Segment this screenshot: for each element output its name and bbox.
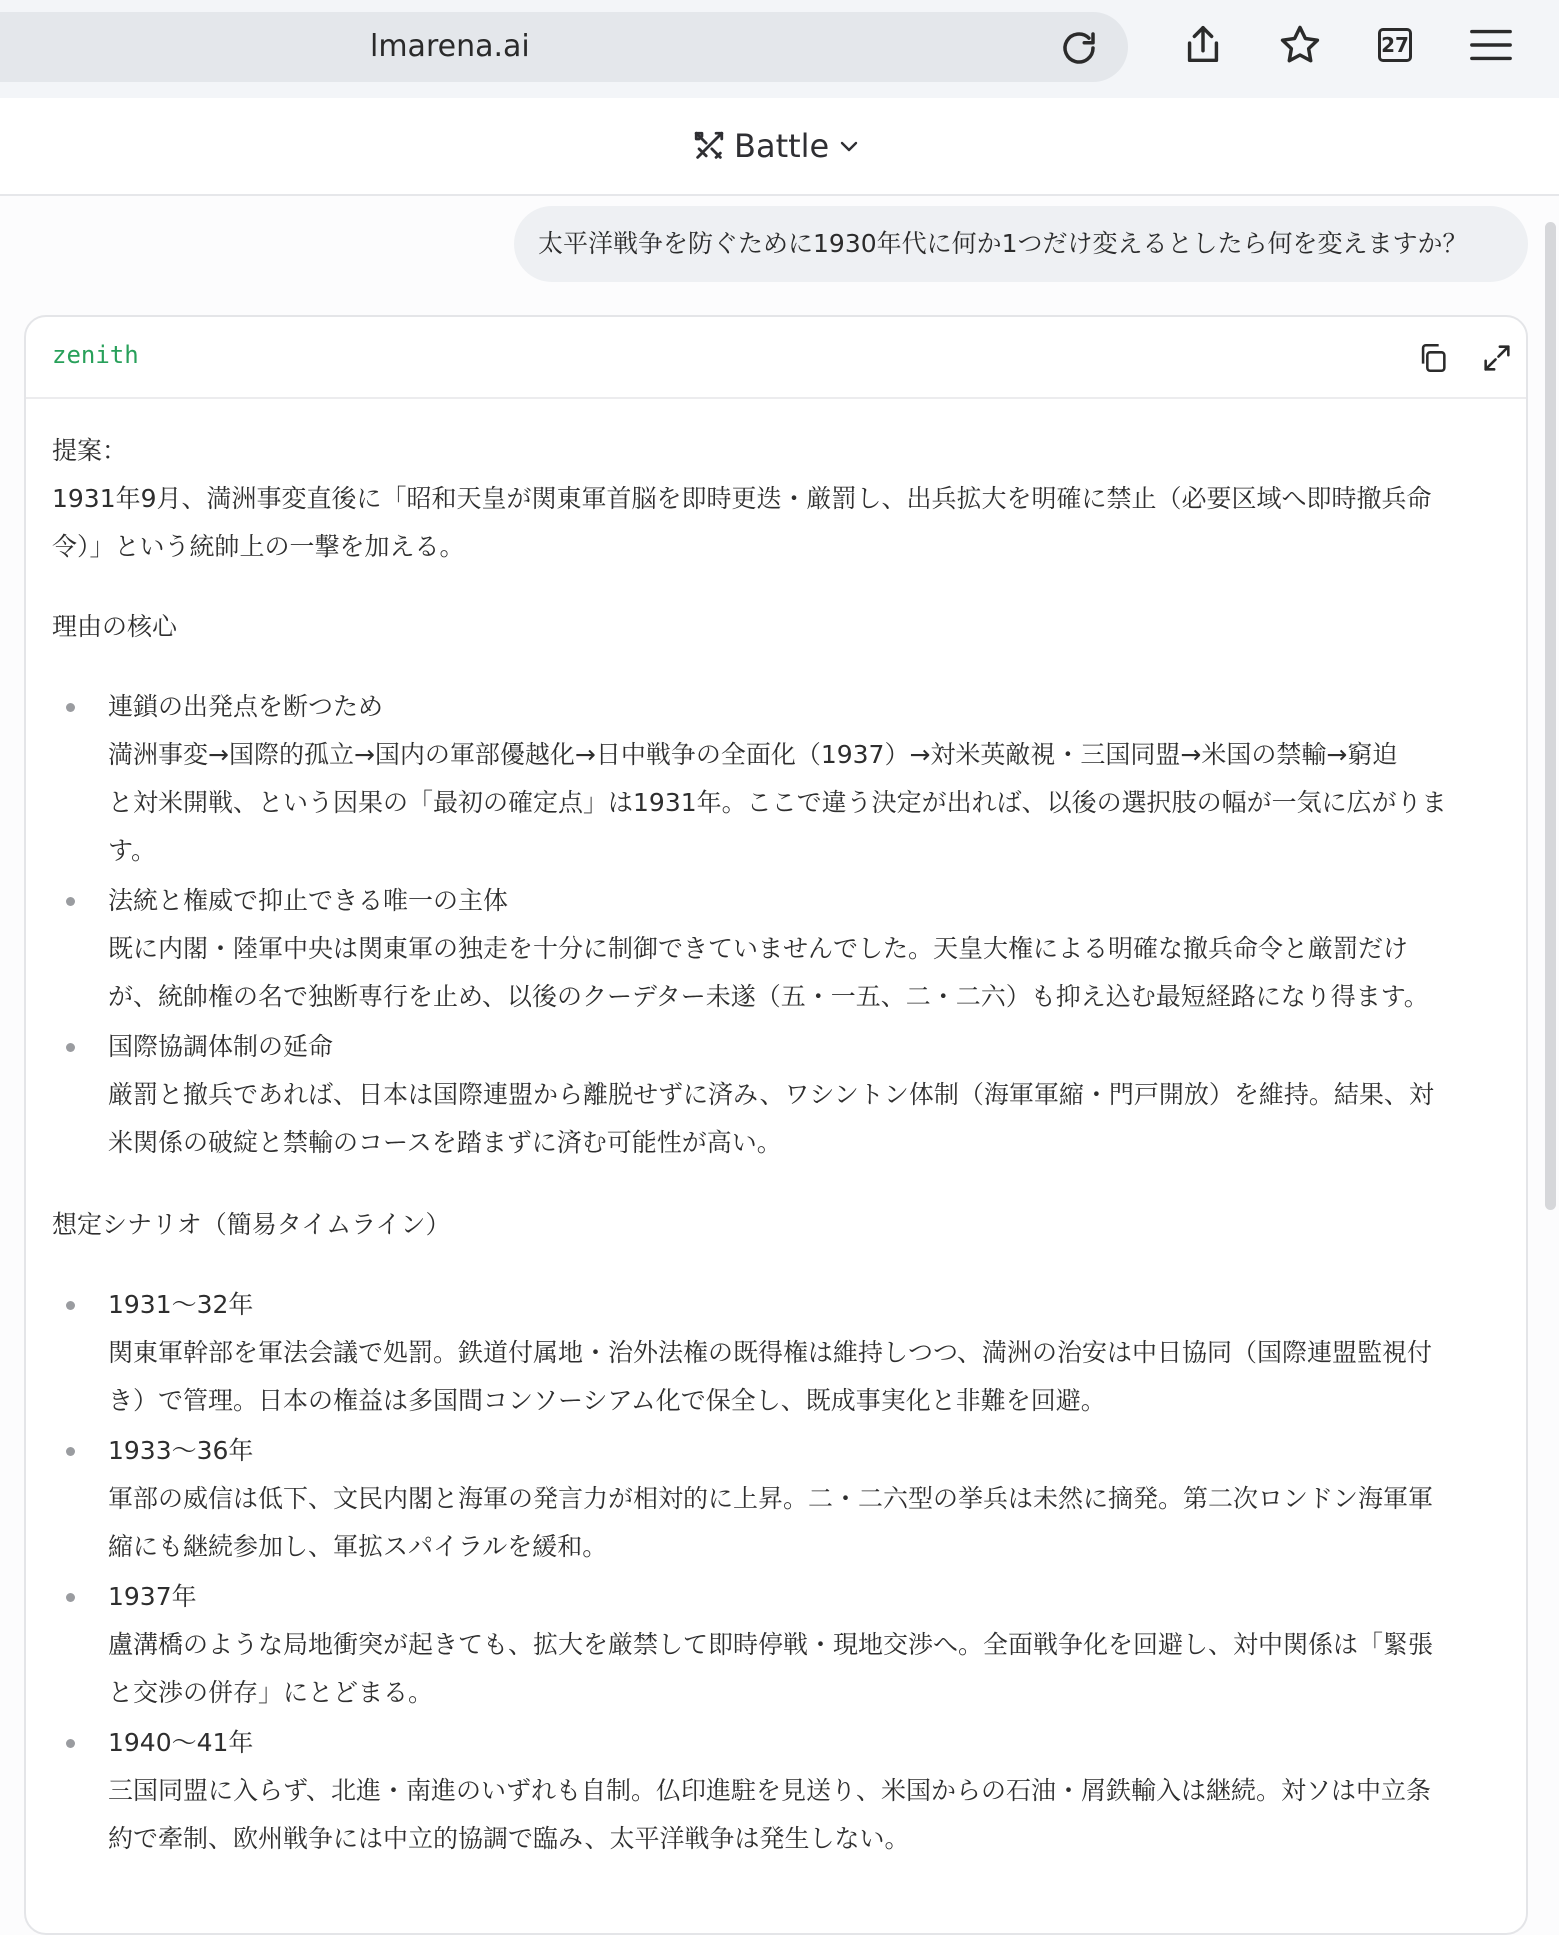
reasons-list [52,683,1512,1167]
mode-selector[interactable] [692,124,861,168]
menu-icon[interactable] [1468,22,1514,68]
reasons-heading: 理由の核心 [52,612,178,641]
bullet-icon [66,1301,75,1310]
list-item-title: 1937年 [108,1582,197,1611]
proposal-line: 令）」という統帥上の一撃を加える。 [52,532,465,561]
bullet-icon [66,703,75,712]
list-item-line: 満洲事変→国際的孤立→国内の軍部優越化→日中戦争の全面化（1937）→対米英敵視・三国同盟→米国の禁輸→窮迫 [108,740,1398,769]
list-item [52,683,1512,875]
address-bar[interactable] [0,12,1128,82]
proposal-line: 1931年9月、満洲事変直後に「昭和天皇が関東軍首脳を即時更迭・厳罰し、出兵拡大を明確に禁止（必要区域へ即時撤兵命 [52,484,1432,513]
bullet-icon [66,1043,75,1052]
list-item-line: 既に内閣・陸軍中央は関東軍の独走を十分に制御できていませんでした。天皇大権による明確な撤兵命令と厳罰だけ [108,934,1409,963]
list-item-line: 三国同盟に入らず、北進・南進のいずれも自制。仏印進駐を見送り、米国からの石油・屑鉄輸入は継続。対ソは中立条 [108,1776,1432,1805]
list-item-line: 軍部の威信は低下、文民内閣と海軍の発言力が相対的に上昇。二・二六型の挙兵は未然に摘発。第二次ロンドン海軍軍 [108,1484,1434,1513]
bullet-icon [66,1739,75,1748]
list-item-line: が、統帥権の名で独断専行を止め、以後のクーデター未遂（五・一五、二・二六）も抑え込む最短経路になり得ます。 [108,982,1429,1011]
expand-icon[interactable] [1480,341,1514,375]
list-item [52,1719,1512,1863]
list-item-line: 盧溝橋のような局地衝突が起きても、拡大を厳禁して即時停戦・現地交渉へ。全面戦争化を回避し、対中関係は「緊張 [108,1630,1434,1659]
bullet-icon [66,1593,75,1602]
list-item-line: 関東軍幹部を軍法会議で処罰。鉄道付属地・治外法権の既得権は維持しつつ、満洲の治安は中日協同（国際連盟監視付 [108,1338,1433,1367]
list-item-line: 縮にも継続参加し、軍拡スパイラルを緩和。 [108,1532,608,1561]
browser-toolbar [0,0,1559,98]
copy-icon[interactable] [1416,341,1450,375]
proposal-label: 提案： [52,436,128,465]
chevron-down-icon [837,134,861,158]
bullet-icon [66,897,75,906]
list-item-title: 連鎖の出発点を断つため [108,692,384,721]
bookmark-star-icon[interactable] [1277,22,1323,68]
swords-icon [692,129,726,163]
list-item-line: 約で牽制、欧州戦争には中立的協調で臨み、太平洋戦争は発生しない。 [108,1824,910,1853]
list-item-title: 1931〜32年 [108,1290,254,1319]
share-icon[interactable] [1180,22,1226,68]
list-item-title: 法統と権威で抑止できる唯一の主体 [108,886,509,915]
list-item [52,877,1512,1021]
mode-label: Battle [734,127,830,165]
response-content [52,427,1512,1865]
list-item-title: 国際協調体制の延命 [108,1032,334,1061]
response-card-header [26,317,1526,399]
list-item [52,1281,1512,1425]
scrollbar-thumb[interactable] [1545,222,1556,1210]
bullet-icon [66,1447,75,1456]
model-name: zenith [52,341,139,369]
list-item [52,1023,1512,1167]
page-header [0,98,1559,196]
list-item-line: 厳罰と撤兵であれば、日本は国際連盟から離脱せずに済み、ワシントン体制（海軍軍縮・門戸開放）を維持。結果、対 [108,1080,1434,1109]
list-item [52,1427,1512,1571]
list-item-line: と対米開戦、という因果の「最初の確定点」は1931年。ここで違う決定が出れば、以後の選択肢の幅が一気に広がりま [108,788,1447,817]
list-item [52,1573,1512,1717]
scenario-list [52,1281,1512,1863]
list-item-title: 1940〜41年 [108,1728,254,1757]
list-item-line: と交渉の併存」にとどまる。 [108,1678,434,1707]
list-item-line: す。 [108,836,157,865]
scenario-heading: 想定シナリオ（簡易タイムライン） [52,1210,451,1239]
list-item-title: 1933〜36年 [108,1436,254,1465]
response-card [24,315,1528,1935]
reload-icon[interactable] [1058,27,1100,69]
list-item-line: き）で管理。日本の権益は多国間コンソーシアム化で保全し、既成事実化と非難を回避。 [108,1386,1106,1415]
user-message-bubble: 太平洋戦争を防ぐために1930年代に何か1つだけ変えるとしたら何を変えますか？ [514,206,1528,282]
url-text: lmarena.ai [370,29,530,64]
tab-count-button[interactable]: 27 [1378,28,1412,62]
list-item-line: 米関係の破綻と禁輸のコースを踏まずに済む可能性が高い。 [108,1128,782,1157]
